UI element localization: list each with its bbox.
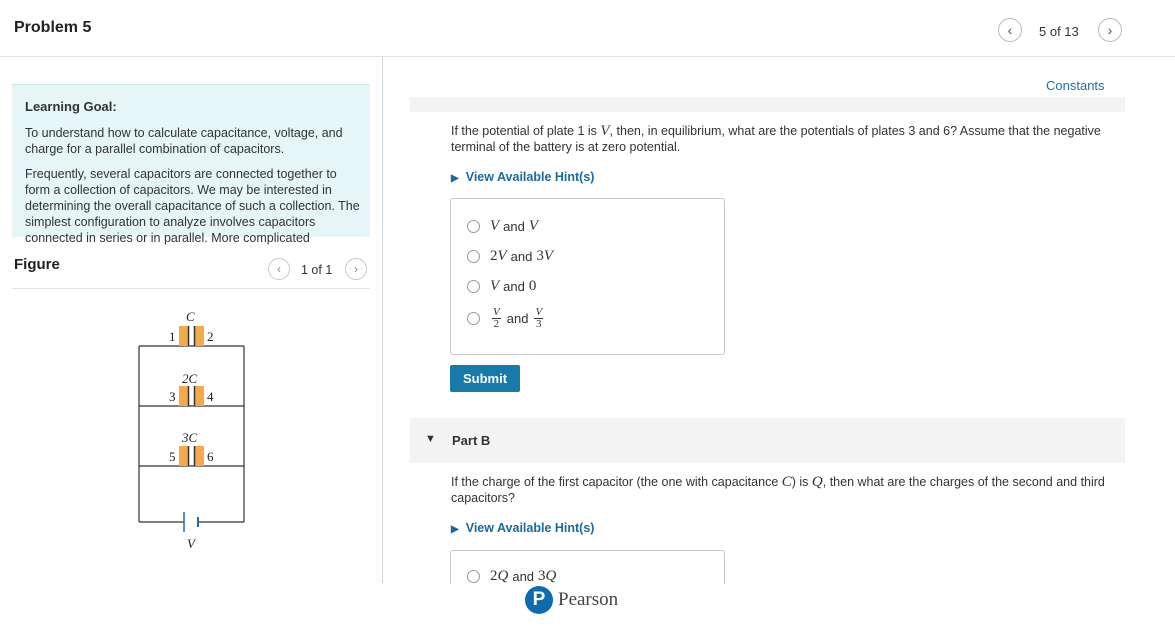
option-term: Q <box>497 568 509 584</box>
option-coef: 2 <box>490 568 498 584</box>
option-term: V <box>543 248 554 264</box>
option-2q-and-3q[interactable] <box>467 568 556 585</box>
part-b-header[interactable] <box>410 418 1125 463</box>
part-a-question <box>451 123 1101 155</box>
capacitor-3c <box>179 446 204 466</box>
fraction-denominator: 2 <box>493 318 500 330</box>
figure-pager: 1 of 1 <box>301 263 333 277</box>
label-plate-5: 5 <box>169 449 176 464</box>
submit-button[interactable]: Submit <box>450 365 520 392</box>
option-and: and <box>512 569 535 584</box>
fraction-v-over-2 <box>492 307 501 330</box>
option-term: V <box>490 278 500 294</box>
learning-goal-text: To understand how to calculate capacitance, voltage, and charge for a parallel combination of capacitors. <box>25 126 343 156</box>
part-a-question-text-end: , then, in equilibrium, what are the potentials of plates 3 and 6? Assume that the negative terminal of the battery is at zero potential. <box>451 124 1101 154</box>
pearson-wordmark: Pearson <box>558 589 619 610</box>
learning-goal-paragraph: Frequently, several capacitors are connected together to form a collection of capacitors. We may be interested in determining the overall capacitance of such a collection. The simplest configuration to analyze involves capacitors connected in series or in parallel. More complicated <box>25 167 360 245</box>
fraction-denominator: 3 <box>536 318 542 330</box>
option-term: V <box>528 218 539 234</box>
pearson-p-icon: P <box>525 586 553 614</box>
option-v2-and-v3[interactable] <box>467 307 545 330</box>
caret-right-icon: ▶ <box>451 173 459 184</box>
problem-title: Problem 5 <box>14 19 92 36</box>
radio-button[interactable] <box>467 312 480 325</box>
header-divider <box>0 56 1175 57</box>
prev-problem-button[interactable] <box>998 18 1022 42</box>
option-and: and <box>510 249 533 264</box>
radio-button[interactable] <box>467 570 480 583</box>
label-battery-v: V <box>187 536 195 551</box>
column-divider <box>382 57 383 583</box>
capacitor-2c <box>179 386 204 406</box>
option-term: Q <box>545 568 557 584</box>
caret-down-icon[interactable]: ▼ <box>425 433 436 445</box>
problem-position: 5 of 13 <box>1039 24 1079 39</box>
part-b-hint-toggle[interactable] <box>451 521 594 535</box>
option-2v-and-3v[interactable] <box>467 248 553 265</box>
label-2c: 2C <box>182 371 198 386</box>
caret-right-icon: ▶ <box>451 524 459 535</box>
battery-symbol <box>184 512 198 532</box>
part-a-header-bar <box>410 97 1125 112</box>
part-a-options <box>450 198 725 355</box>
radio-button[interactable] <box>467 250 480 263</box>
option-coef: 3 <box>538 568 546 584</box>
option-and: and <box>503 279 525 294</box>
figure-divider <box>12 288 370 289</box>
part-a-question-var: V <box>600 123 610 139</box>
option-v-and-0[interactable] <box>467 278 536 295</box>
capacitor-c <box>179 326 204 346</box>
figure-heading: Figure <box>14 256 60 273</box>
label-plate-2: 2 <box>207 329 214 344</box>
fraction-numerator: V <box>493 306 500 318</box>
option-term: 0 <box>528 278 537 294</box>
label-plate-1: 1 <box>169 329 176 344</box>
part-a-question-text: If the potential of plate 1 is <box>451 124 601 138</box>
part-b-question <box>451 474 1111 506</box>
chevron-right-icon: › <box>1107 22 1113 38</box>
chevron-left-icon: ‹ <box>277 262 281 276</box>
label-plate-6: 6 <box>207 449 214 464</box>
option-coef: 3 <box>536 248 544 264</box>
part-a-hint-label: View Available Hint(s) <box>465 170 595 184</box>
option-and: and <box>503 219 525 234</box>
part-b-var-c: C <box>781 474 792 490</box>
label-plate-4: 4 <box>207 389 214 404</box>
label-3c: 3C <box>182 430 198 445</box>
part-b-question-text: If the charge of the first capacitor (the one with capacitance <box>451 475 782 489</box>
option-coef: 2 <box>490 248 498 264</box>
part-b-var-q: Q <box>811 474 823 490</box>
radio-button[interactable] <box>467 220 480 233</box>
part-b-question-text: , then what are the charges of the second and third capacitors? <box>451 475 1105 505</box>
option-term: V <box>490 218 500 234</box>
part-b-hint-label: View Available Hint(s) <box>465 521 595 535</box>
pearson-logo <box>525 586 618 614</box>
chevron-left-icon: ‹ <box>1007 22 1013 38</box>
next-problem-button[interactable] <box>1098 18 1122 42</box>
option-and: and <box>506 311 529 326</box>
constants-link[interactable]: Constants <box>1046 78 1105 93</box>
label-c: C <box>186 309 195 324</box>
fraction-numerator: V <box>535 306 543 318</box>
part-b-title: Part B <box>452 433 491 448</box>
learning-goal-panel[interactable] <box>12 84 370 245</box>
part-b-options <box>450 550 725 584</box>
chevron-right-icon: › <box>354 262 358 276</box>
radio-button[interactable] <box>467 280 480 293</box>
figure-next-button[interactable] <box>345 258 367 280</box>
option-v-and-v[interactable] <box>467 218 538 235</box>
learning-goal-heading: Learning Goal: <box>25 99 117 114</box>
circuit-diagram <box>120 300 270 560</box>
option-term: V <box>497 248 507 264</box>
label-plate-3: 3 <box>169 389 176 404</box>
fraction-v-over-3 <box>534 307 543 330</box>
part-a-hint-toggle[interactable] <box>451 170 594 184</box>
part-b-question-text: ) is <box>791 475 812 489</box>
figure-prev-button[interactable] <box>268 258 290 280</box>
